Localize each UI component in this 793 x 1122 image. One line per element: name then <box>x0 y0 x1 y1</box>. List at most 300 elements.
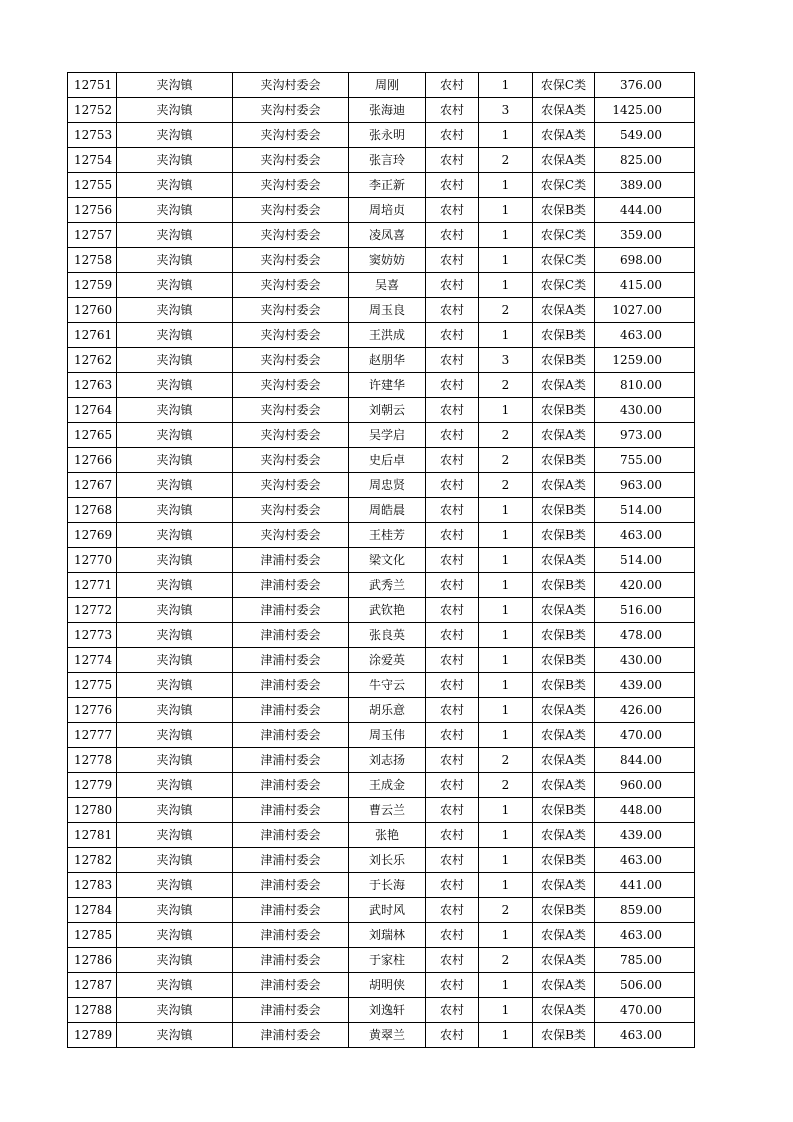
town-cell: 夹沟镇 <box>117 223 233 248</box>
name-cell: 曹云兰 <box>349 798 426 823</box>
village-cell: 夹沟村委会 <box>233 223 349 248</box>
category-cell: 农保B类 <box>533 1023 595 1048</box>
village-cell: 津浦村委会 <box>233 623 349 648</box>
household-count-cell: 1 <box>479 923 533 948</box>
row-id-cell: 12760 <box>68 298 117 323</box>
table-row <box>68 973 695 998</box>
name-cell: 周忠贤 <box>349 473 426 498</box>
name-cell: 梁文化 <box>349 548 426 573</box>
town-cell: 夹沟镇 <box>117 823 233 848</box>
name-cell: 张言玲 <box>349 148 426 173</box>
area-type-cell: 农村 <box>426 1023 479 1048</box>
table-row <box>68 548 695 573</box>
amount-cell: 470.00 <box>595 723 695 748</box>
town-cell: 夹沟镇 <box>117 573 233 598</box>
name-cell: 于长海 <box>349 873 426 898</box>
row-id-cell: 12766 <box>68 448 117 473</box>
household-count-cell: 1 <box>479 798 533 823</box>
category-cell: 农保B类 <box>533 648 595 673</box>
area-type-cell: 农村 <box>426 898 479 923</box>
household-count-cell: 3 <box>479 348 533 373</box>
name-cell: 吴学启 <box>349 423 426 448</box>
table-row <box>68 598 695 623</box>
area-type-cell: 农村 <box>426 873 479 898</box>
town-cell: 夹沟镇 <box>117 623 233 648</box>
category-cell: 农保B类 <box>533 798 595 823</box>
amount-cell: 478.00 <box>595 623 695 648</box>
amount-cell: 389.00 <box>595 173 695 198</box>
town-cell: 夹沟镇 <box>117 198 233 223</box>
area-type-cell: 农村 <box>426 948 479 973</box>
name-cell: 黄翠兰 <box>349 1023 426 1048</box>
name-cell: 牛守云 <box>349 673 426 698</box>
household-count-cell: 2 <box>479 448 533 473</box>
village-cell: 夹沟村委会 <box>233 348 349 373</box>
amount-cell: 963.00 <box>595 473 695 498</box>
row-id-cell: 12776 <box>68 698 117 723</box>
table-row <box>68 448 695 473</box>
village-cell: 津浦村委会 <box>233 548 349 573</box>
village-cell: 津浦村委会 <box>233 1023 349 1048</box>
category-cell: 农保B类 <box>533 673 595 698</box>
town-cell: 夹沟镇 <box>117 598 233 623</box>
village-cell: 津浦村委会 <box>233 873 349 898</box>
village-cell: 津浦村委会 <box>233 898 349 923</box>
row-id-cell: 12782 <box>68 848 117 873</box>
village-cell: 夹沟村委会 <box>233 248 349 273</box>
household-count-cell: 1 <box>479 548 533 573</box>
category-cell: 农保B类 <box>533 198 595 223</box>
row-id-cell: 12784 <box>68 898 117 923</box>
category-cell: 农保A类 <box>533 823 595 848</box>
name-cell: 周刚 <box>349 73 426 98</box>
town-cell: 夹沟镇 <box>117 998 233 1023</box>
area-type-cell: 农村 <box>426 398 479 423</box>
town-cell: 夹沟镇 <box>117 698 233 723</box>
village-cell: 夹沟村委会 <box>233 198 349 223</box>
amount-cell: 430.00 <box>595 648 695 673</box>
name-cell: 涂爱英 <box>349 648 426 673</box>
village-cell: 夹沟村委会 <box>233 273 349 298</box>
household-count-cell: 2 <box>479 473 533 498</box>
table-row <box>68 348 695 373</box>
village-cell: 夹沟村委会 <box>233 373 349 398</box>
category-cell: 农保C类 <box>533 273 595 298</box>
village-cell: 夹沟村委会 <box>233 398 349 423</box>
area-type-cell: 农村 <box>426 973 479 998</box>
row-id-cell: 12769 <box>68 523 117 548</box>
name-cell: 刘长乐 <box>349 848 426 873</box>
category-cell: 农保C类 <box>533 173 595 198</box>
category-cell: 农保A类 <box>533 973 595 998</box>
category-cell: 农保B类 <box>533 498 595 523</box>
household-count-cell: 1 <box>479 673 533 698</box>
town-cell: 夹沟镇 <box>117 173 233 198</box>
name-cell: 周玉良 <box>349 298 426 323</box>
category-cell: 农保A类 <box>533 373 595 398</box>
category-cell: 农保A类 <box>533 748 595 773</box>
village-cell: 夹沟村委会 <box>233 448 349 473</box>
row-id-cell: 12773 <box>68 623 117 648</box>
town-cell: 夹沟镇 <box>117 323 233 348</box>
area-type-cell: 农村 <box>426 548 479 573</box>
category-cell: 农保B类 <box>533 573 595 598</box>
category-cell: 农保A类 <box>533 473 595 498</box>
name-cell: 周皓晨 <box>349 498 426 523</box>
town-cell: 夹沟镇 <box>117 148 233 173</box>
table-row <box>68 173 695 198</box>
category-cell: 农保A类 <box>533 123 595 148</box>
town-cell: 夹沟镇 <box>117 723 233 748</box>
village-cell: 津浦村委会 <box>233 648 349 673</box>
area-type-cell: 农村 <box>426 373 479 398</box>
household-count-cell: 2 <box>479 298 533 323</box>
row-id-cell: 12759 <box>68 273 117 298</box>
amount-cell: 448.00 <box>595 798 695 823</box>
category-cell: 农保A类 <box>533 773 595 798</box>
amount-cell: 376.00 <box>595 73 695 98</box>
name-cell: 张海迪 <box>349 98 426 123</box>
table-row <box>68 698 695 723</box>
area-type-cell: 农村 <box>426 723 479 748</box>
table-row <box>68 798 695 823</box>
table-row <box>68 473 695 498</box>
village-cell: 夹沟村委会 <box>233 498 349 523</box>
amount-cell: 516.00 <box>595 598 695 623</box>
name-cell: 武时风 <box>349 898 426 923</box>
area-type-cell: 农村 <box>426 348 479 373</box>
amount-cell: 785.00 <box>595 948 695 973</box>
village-cell: 津浦村委会 <box>233 848 349 873</box>
table-row <box>68 923 695 948</box>
name-cell: 周培贞 <box>349 198 426 223</box>
name-cell: 史后卓 <box>349 448 426 473</box>
village-cell: 夹沟村委会 <box>233 523 349 548</box>
row-id-cell: 12789 <box>68 1023 117 1048</box>
name-cell: 许建华 <box>349 373 426 398</box>
row-id-cell: 12768 <box>68 498 117 523</box>
town-cell: 夹沟镇 <box>117 398 233 423</box>
household-count-cell: 1 <box>479 973 533 998</box>
table-row <box>68 123 695 148</box>
town-cell: 夹沟镇 <box>117 98 233 123</box>
row-id-cell: 12774 <box>68 648 117 673</box>
household-count-cell: 1 <box>479 873 533 898</box>
row-id-cell: 12772 <box>68 598 117 623</box>
household-count-cell: 1 <box>479 73 533 98</box>
area-type-cell: 农村 <box>426 648 479 673</box>
amount-cell: 463.00 <box>595 923 695 948</box>
table-row <box>68 723 695 748</box>
name-cell: 武秀兰 <box>349 573 426 598</box>
amount-cell: 463.00 <box>595 523 695 548</box>
village-cell: 夹沟村委会 <box>233 98 349 123</box>
area-type-cell: 农村 <box>426 998 479 1023</box>
records-table <box>67 72 695 1048</box>
row-id-cell: 12779 <box>68 773 117 798</box>
area-type-cell: 农村 <box>426 748 479 773</box>
household-count-cell: 2 <box>479 948 533 973</box>
area-type-cell: 农村 <box>426 573 479 598</box>
category-cell: 农保A类 <box>533 148 595 173</box>
table-row <box>68 373 695 398</box>
household-count-cell: 1 <box>479 123 533 148</box>
area-type-cell: 农村 <box>426 423 479 448</box>
table-row <box>68 423 695 448</box>
table-row <box>68 523 695 548</box>
category-cell: 农保C类 <box>533 248 595 273</box>
row-id-cell: 12762 <box>68 348 117 373</box>
amount-cell: 1027.00 <box>595 298 695 323</box>
table-row <box>68 673 695 698</box>
town-cell: 夹沟镇 <box>117 773 233 798</box>
amount-cell: 430.00 <box>595 398 695 423</box>
category-cell: 农保B类 <box>533 523 595 548</box>
area-type-cell: 农村 <box>426 448 479 473</box>
amount-cell: 359.00 <box>595 223 695 248</box>
household-count-cell: 2 <box>479 373 533 398</box>
category-cell: 农保A类 <box>533 723 595 748</box>
town-cell: 夹沟镇 <box>117 248 233 273</box>
area-type-cell: 农村 <box>426 148 479 173</box>
town-cell: 夹沟镇 <box>117 848 233 873</box>
name-cell: 凌凤喜 <box>349 223 426 248</box>
amount-cell: 859.00 <box>595 898 695 923</box>
village-cell: 津浦村委会 <box>233 923 349 948</box>
row-id-cell: 12765 <box>68 423 117 448</box>
town-cell: 夹沟镇 <box>117 523 233 548</box>
category-cell: 农保A类 <box>533 998 595 1023</box>
name-cell: 武钦艳 <box>349 598 426 623</box>
name-cell: 张艳 <box>349 823 426 848</box>
amount-cell: 463.00 <box>595 1023 695 1048</box>
table-row <box>68 73 695 98</box>
amount-cell: 810.00 <box>595 373 695 398</box>
village-cell: 津浦村委会 <box>233 948 349 973</box>
table-row <box>68 198 695 223</box>
table-row <box>68 748 695 773</box>
category-cell: 农保A类 <box>533 698 595 723</box>
town-cell: 夹沟镇 <box>117 348 233 373</box>
row-id-cell: 12767 <box>68 473 117 498</box>
area-type-cell: 农村 <box>426 98 479 123</box>
row-id-cell: 12777 <box>68 723 117 748</box>
area-type-cell: 农村 <box>426 198 479 223</box>
village-cell: 夹沟村委会 <box>233 423 349 448</box>
category-cell: 农保B类 <box>533 848 595 873</box>
amount-cell: 506.00 <box>595 973 695 998</box>
name-cell: 于家柱 <box>349 948 426 973</box>
household-count-cell: 1 <box>479 173 533 198</box>
amount-cell: 420.00 <box>595 573 695 598</box>
area-type-cell: 农村 <box>426 223 479 248</box>
row-id-cell: 12755 <box>68 173 117 198</box>
town-cell: 夹沟镇 <box>117 423 233 448</box>
area-type-cell: 农村 <box>426 773 479 798</box>
household-count-cell: 1 <box>479 323 533 348</box>
household-count-cell: 2 <box>479 148 533 173</box>
name-cell: 刘朝云 <box>349 398 426 423</box>
amount-cell: 755.00 <box>595 448 695 473</box>
row-id-cell: 12761 <box>68 323 117 348</box>
village-cell: 夹沟村委会 <box>233 123 349 148</box>
amount-cell: 844.00 <box>595 748 695 773</box>
household-count-cell: 1 <box>479 573 533 598</box>
amount-cell: 439.00 <box>595 823 695 848</box>
town-cell: 夹沟镇 <box>117 448 233 473</box>
category-cell: 农保B类 <box>533 323 595 348</box>
household-count-cell: 1 <box>479 398 533 423</box>
table-row <box>68 898 695 923</box>
town-cell: 夹沟镇 <box>117 748 233 773</box>
household-count-cell: 1 <box>479 198 533 223</box>
area-type-cell: 农村 <box>426 698 479 723</box>
area-type-cell: 农村 <box>426 848 479 873</box>
town-cell: 夹沟镇 <box>117 123 233 148</box>
category-cell: 农保C类 <box>533 223 595 248</box>
table-row <box>68 648 695 673</box>
area-type-cell: 农村 <box>426 823 479 848</box>
amount-cell: 514.00 <box>595 498 695 523</box>
area-type-cell: 农村 <box>426 323 479 348</box>
amount-cell: 1425.00 <box>595 98 695 123</box>
town-cell: 夹沟镇 <box>117 473 233 498</box>
household-count-cell: 1 <box>479 598 533 623</box>
row-id-cell: 12787 <box>68 973 117 998</box>
village-cell: 夹沟村委会 <box>233 298 349 323</box>
household-count-cell: 1 <box>479 1023 533 1048</box>
name-cell: 李正新 <box>349 173 426 198</box>
amount-cell: 415.00 <box>595 273 695 298</box>
amount-cell: 973.00 <box>595 423 695 448</box>
table-row <box>68 573 695 598</box>
name-cell: 吴喜 <box>349 273 426 298</box>
village-cell: 津浦村委会 <box>233 598 349 623</box>
household-count-cell: 1 <box>479 498 533 523</box>
table-row <box>68 148 695 173</box>
table-row <box>68 298 695 323</box>
amount-cell: 463.00 <box>595 848 695 873</box>
village-cell: 夹沟村委会 <box>233 73 349 98</box>
row-id-cell: 12770 <box>68 548 117 573</box>
area-type-cell: 农村 <box>426 623 479 648</box>
amount-cell: 960.00 <box>595 773 695 798</box>
town-cell: 夹沟镇 <box>117 673 233 698</box>
records-body <box>68 73 695 1048</box>
name-cell: 刘志扬 <box>349 748 426 773</box>
town-cell: 夹沟镇 <box>117 373 233 398</box>
row-id-cell: 12758 <box>68 248 117 273</box>
village-cell: 津浦村委会 <box>233 748 349 773</box>
village-cell: 夹沟村委会 <box>233 148 349 173</box>
area-type-cell: 农村 <box>426 523 479 548</box>
name-cell: 张良英 <box>349 623 426 648</box>
category-cell: 农保B类 <box>533 398 595 423</box>
town-cell: 夹沟镇 <box>117 948 233 973</box>
household-count-cell: 1 <box>479 723 533 748</box>
category-cell: 农保A类 <box>533 873 595 898</box>
category-cell: 农保A类 <box>533 598 595 623</box>
row-id-cell: 12781 <box>68 823 117 848</box>
area-type-cell: 农村 <box>426 273 479 298</box>
name-cell: 刘瑞林 <box>349 923 426 948</box>
row-id-cell: 12757 <box>68 223 117 248</box>
row-id-cell: 12783 <box>68 873 117 898</box>
category-cell: 农保B类 <box>533 898 595 923</box>
household-count-cell: 1 <box>479 823 533 848</box>
table-row <box>68 273 695 298</box>
table-row <box>68 323 695 348</box>
amount-cell: 825.00 <box>595 148 695 173</box>
category-cell: 农保B类 <box>533 623 595 648</box>
household-count-cell: 1 <box>479 248 533 273</box>
village-cell: 津浦村委会 <box>233 698 349 723</box>
row-id-cell: 12786 <box>68 948 117 973</box>
table-row <box>68 948 695 973</box>
household-count-cell: 1 <box>479 848 533 873</box>
name-cell: 周玉伟 <box>349 723 426 748</box>
row-id-cell: 12764 <box>68 398 117 423</box>
village-cell: 夹沟村委会 <box>233 173 349 198</box>
area-type-cell: 农村 <box>426 673 479 698</box>
table-row <box>68 623 695 648</box>
row-id-cell: 12780 <box>68 798 117 823</box>
amount-cell: 514.00 <box>595 548 695 573</box>
household-count-cell: 1 <box>479 698 533 723</box>
village-cell: 津浦村委会 <box>233 998 349 1023</box>
household-count-cell: 1 <box>479 273 533 298</box>
town-cell: 夹沟镇 <box>117 1023 233 1048</box>
table-row <box>68 773 695 798</box>
row-id-cell: 12763 <box>68 373 117 398</box>
category-cell: 农保A类 <box>533 298 595 323</box>
category-cell: 农保A类 <box>533 923 595 948</box>
household-count-cell: 2 <box>479 898 533 923</box>
row-id-cell: 12775 <box>68 673 117 698</box>
table-row <box>68 998 695 1023</box>
category-cell: 农保B类 <box>533 448 595 473</box>
name-cell: 胡乐意 <box>349 698 426 723</box>
category-cell: 农保B类 <box>533 348 595 373</box>
area-type-cell: 农村 <box>426 298 479 323</box>
village-cell: 津浦村委会 <box>233 823 349 848</box>
area-type-cell: 农村 <box>426 798 479 823</box>
row-id-cell: 12756 <box>68 198 117 223</box>
village-cell: 津浦村委会 <box>233 798 349 823</box>
category-cell: 农保C类 <box>533 73 595 98</box>
household-count-cell: 1 <box>479 223 533 248</box>
table-row <box>68 223 695 248</box>
area-type-cell: 农村 <box>426 498 479 523</box>
row-id-cell: 12751 <box>68 73 117 98</box>
category-cell: 农保A类 <box>533 548 595 573</box>
row-id-cell: 12771 <box>68 573 117 598</box>
table-row <box>68 248 695 273</box>
row-id-cell: 12788 <box>68 998 117 1023</box>
area-type-cell: 农村 <box>426 923 479 948</box>
table-row <box>68 498 695 523</box>
household-count-cell: 1 <box>479 523 533 548</box>
table-row <box>68 873 695 898</box>
amount-cell: 549.00 <box>595 123 695 148</box>
town-cell: 夹沟镇 <box>117 798 233 823</box>
household-count-cell: 1 <box>479 623 533 648</box>
household-count-cell: 1 <box>479 648 533 673</box>
amount-cell: 1259.00 <box>595 348 695 373</box>
village-cell: 津浦村委会 <box>233 723 349 748</box>
category-cell: 农保A类 <box>533 423 595 448</box>
household-count-cell: 2 <box>479 423 533 448</box>
